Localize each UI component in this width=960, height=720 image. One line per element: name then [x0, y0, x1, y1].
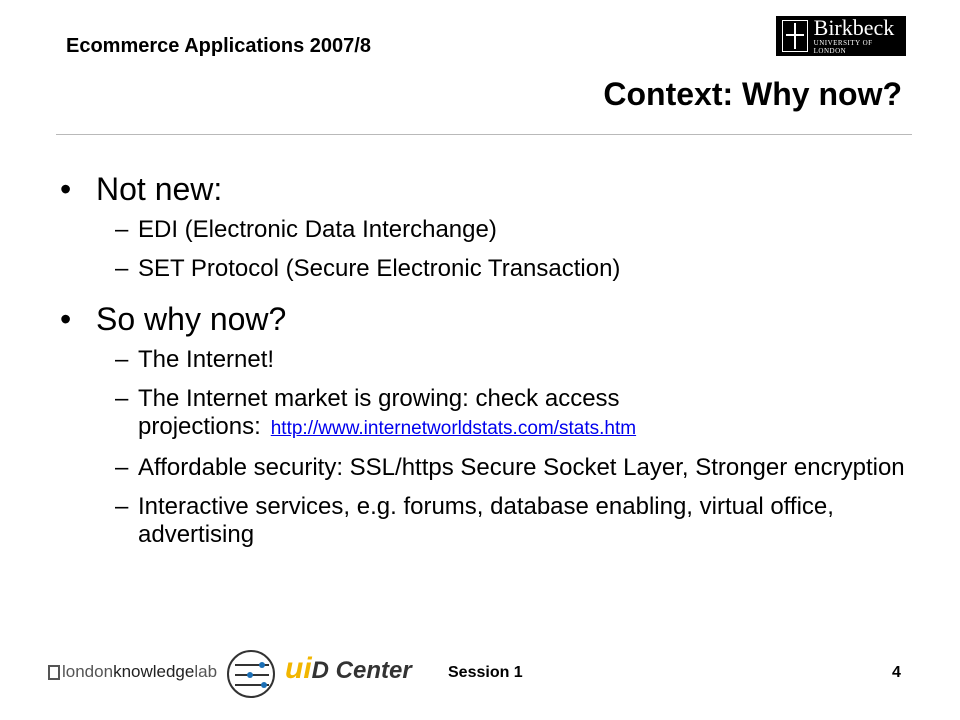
bullet-text: Not new:: [96, 171, 223, 207]
dash-icon: –: [115, 346, 129, 373]
network-circle-logo: [227, 650, 275, 698]
lkl-text-a: london: [62, 662, 114, 681]
uid-text-rest: D Center: [311, 657, 412, 684]
sub-item-text: Affordable security: SSL/https Secure Socket Layer, Stronger encryption: [138, 454, 905, 481]
lkl-box-icon: [48, 665, 60, 680]
sub-item-text: EDI (Electronic Data Interchange): [138, 216, 497, 243]
bullet-why-now: [60, 300, 920, 338]
node-dot: [261, 682, 267, 688]
lkl-text-c: lab: [194, 662, 218, 681]
node-dot: [247, 672, 253, 678]
crest-icon: [782, 20, 808, 52]
dash-icon: –: [115, 385, 129, 412]
london-knowledge-lab-logo: [48, 662, 217, 682]
logo-name: Birkbeck: [813, 15, 895, 40]
logo-subtitle: UNIVERSITY OF LONDON: [813, 39, 873, 55]
sub-item: [60, 346, 920, 374]
sub-item-text: Interactive services, e.g. forums, database enabling, virtual office, advertising: [138, 493, 834, 548]
sub-item-text: The Internet!: [138, 346, 275, 373]
uid-text-u: ui: [285, 652, 312, 685]
bullet-icon: •: [60, 171, 72, 207]
bullet-icon: •: [60, 301, 72, 337]
dash-icon: –: [115, 255, 129, 282]
node-dot: [259, 662, 265, 668]
course-title: Ecommerce Applications 2007/8: [66, 35, 371, 57]
session-label: Session 1: [448, 664, 523, 681]
dash-icon: –: [115, 493, 129, 520]
slide-content: [60, 170, 920, 560]
sub-item: [60, 493, 920, 549]
dash-icon: –: [115, 454, 129, 481]
slide-title: Context: Why now?: [603, 76, 902, 112]
title-divider: [56, 134, 912, 135]
page-number: 4: [892, 664, 901, 681]
birkbeck-logo: [776, 16, 906, 56]
stats-link[interactable]: http://www.internetworldstats.com/stats.htm: [270, 418, 637, 439]
sub-item-text: SET Protocol (Secure Electronic Transaction): [138, 255, 621, 282]
lkl-text-b: knowledge: [113, 662, 195, 681]
sub-item: [60, 385, 920, 443]
sub-item: [60, 216, 920, 244]
sub-item: [60, 454, 920, 482]
bullet-not-new: [60, 170, 920, 208]
dash-icon: –: [115, 216, 129, 243]
uid-center-logo: [285, 652, 412, 686]
sub-item: [60, 255, 920, 283]
bullet-text: So why now?: [96, 301, 287, 337]
sub-item-text: The Internet market is growing: check access projections:: [138, 385, 620, 440]
